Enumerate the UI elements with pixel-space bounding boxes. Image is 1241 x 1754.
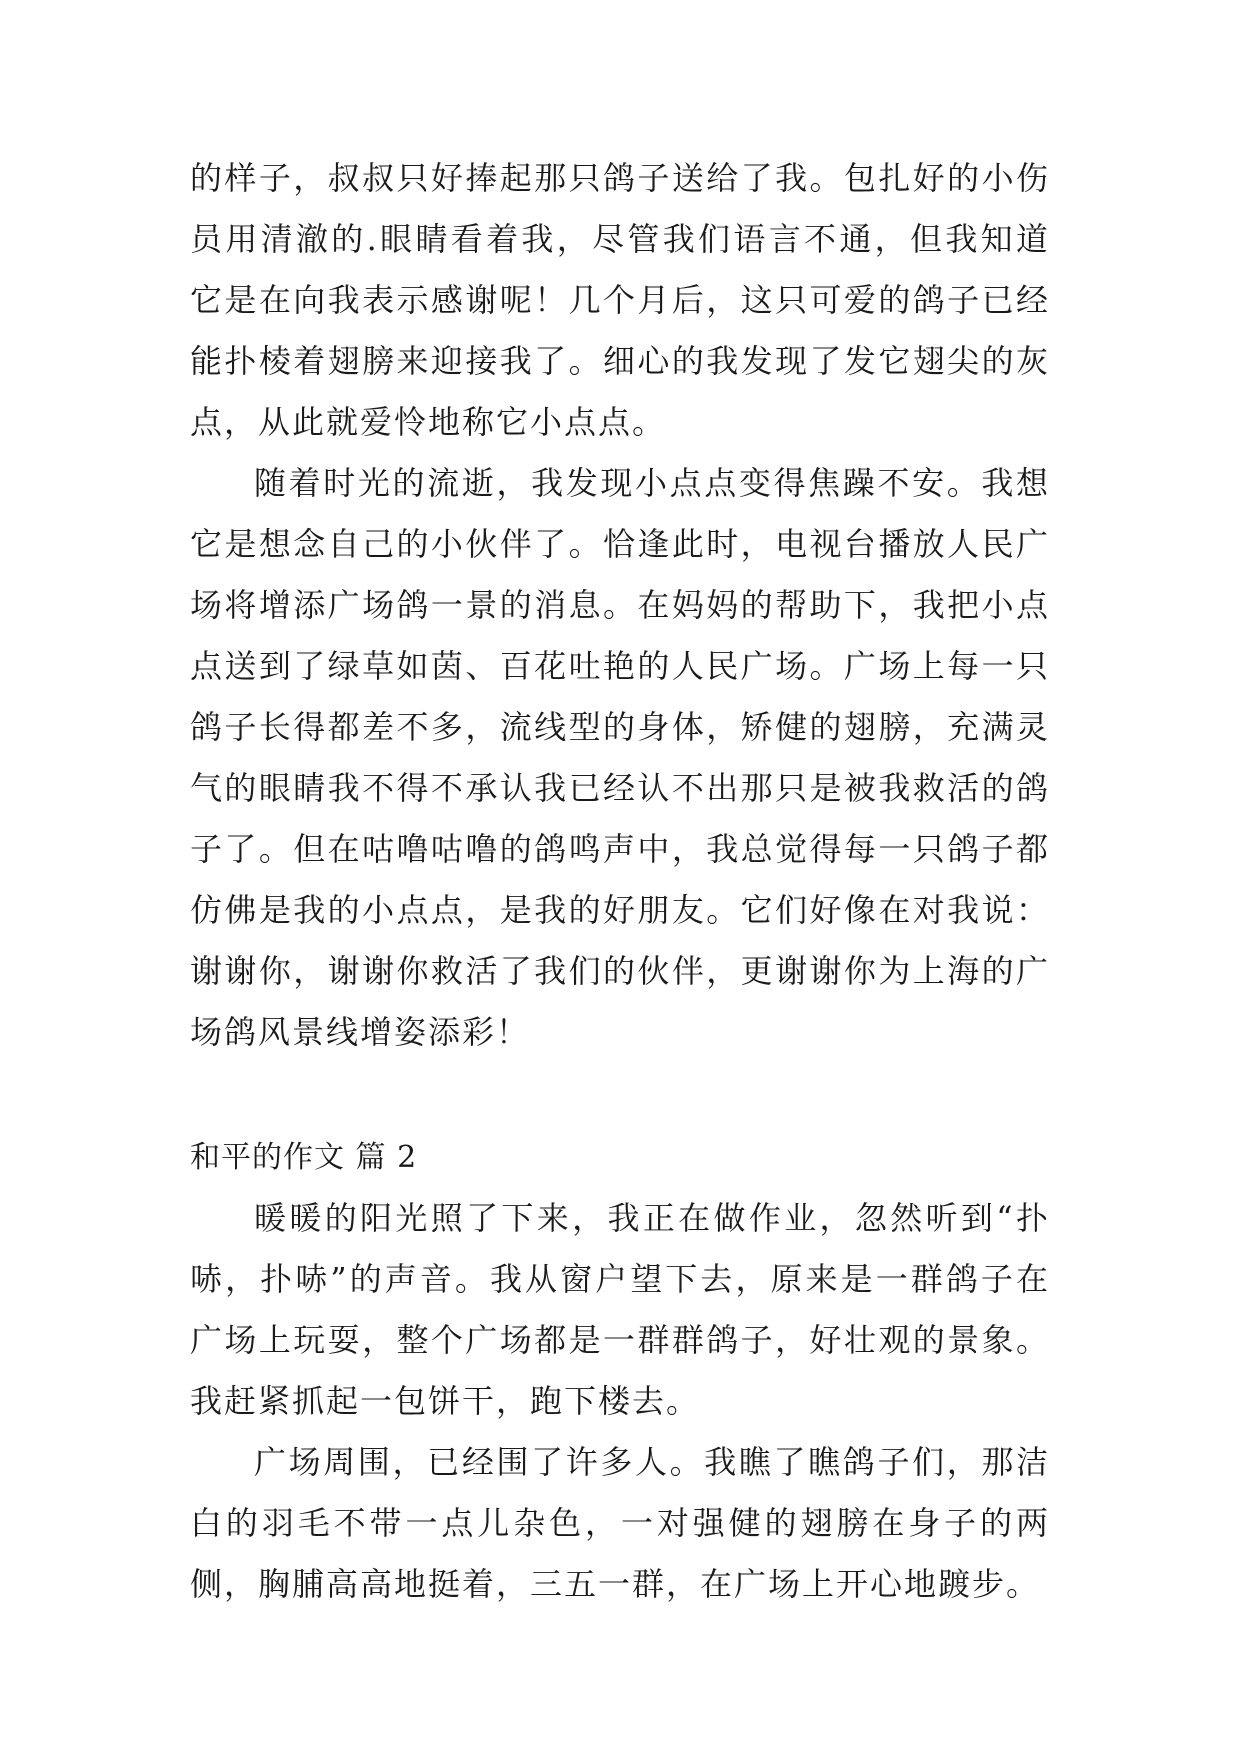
paragraph: 暖暖的阳光照了下来，我正在做作业，忽然听到“扑哧，扑哧”的声音。我从窗户望下去，原来是一群鸽子在广场上玩耍，整个广场都是一群群鸽子，好壮观的景象。我赶紧抓起一包饼干，跑下楼去。 — [190, 1199, 1050, 1420]
paragraph: 广场周围，已经围了许多人。我瞧了瞧鸽子们，那洁白的羽毛不带一点儿杂色，一对强健的翅膀在身子的两侧，胸脯高高地挺着，三五一群，在广场上开心地踱步。 — [190, 1443, 1050, 1603]
paragraph: 随着时光的流逝，我发现小点点变得焦躁不安。我想它是想念自己的小伙伴了。恰逢此时，电视台播放人民广场将增添广场鸽一景的消息。在妈妈的帮助下，我把小点点送到了绿草如茵、百花吐艳的人民广场。广场上每一只鸽子长得都差不多，流线型的身体，矫健的翅膀，充满灵气的眼睛我不得不承认我已经认不出那只是被我救活的鸽子了。但在咕噜咕噜的鸽鸣声中，我总觉得每一只鸽子都仿佛是我的小点点，是我的好朋友。它们好像在对我说：谢谢你，谢谢你救活了我们的伙伴，更谢谢你为上海的广场鸽风景线增姿添彩！ — [190, 464, 1050, 1051]
section-title: 和平的作文 篇 2 — [190, 1140, 418, 1175]
paragraph-continued: 的样子，叔叔只好捧起那只鸽子送给了我。包扎好的小伤员用清澈的.眼睛看着我，尽管我们语言不通，但我知道它是在向我表示感谢呢！几个月后，这只可爱的鸽子已经能扑棱着翅膀来迎接我了。细心的我发现了发它翅尖的灰点，从此就爱怜地称它小点点。 — [190, 159, 1050, 441]
document-body — [190, 148, 1050, 1615]
